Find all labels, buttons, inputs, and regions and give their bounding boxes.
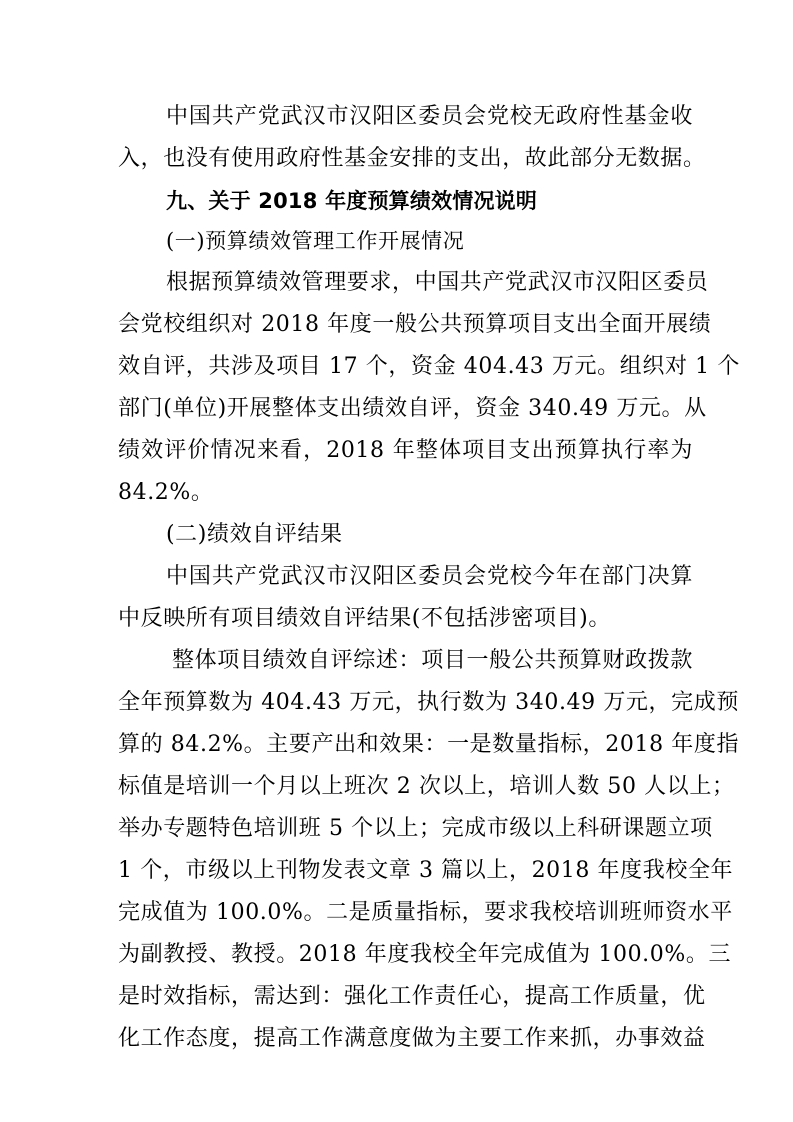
paragraph-line: 根据预算绩效管理要求，中国共产党武汉市汉阳区委员 <box>166 270 709 295</box>
paragraph-line: 化工作态度，提高工作满意度做为主要工作来抓，办事效益 <box>118 1026 706 1051</box>
paragraph-line: 标值是培训一个月以上班次 2 次以上，培训人数 50 人以上； <box>118 774 735 799</box>
subsection-heading: (二)绩效自评结果 <box>166 522 343 547</box>
paragraph-line: 部门(单位)开展整体支出绩效自评，资金 340.49 万元。从 <box>118 396 707 421</box>
paragraph-line: 举办专题特色培训班 5 个以上；完成市级以上科研课题立项 <box>118 816 713 841</box>
section-heading: 九、关于 2018 年度预算绩效情况说明 <box>166 189 538 213</box>
paragraph-line: 中反映所有项目绩效自评结果(不包括涉密项目)。 <box>118 606 611 631</box>
paragraph-line: 全年预算数为 404.43 万元，执行数为 340.49 万元，完成预 <box>118 690 739 715</box>
paragraph-line: 绩效评价情况来看，2018 年整体项目支出预算执行率为 <box>118 438 693 463</box>
paragraph-line: 整体项目绩效自评综述：项目一般公共预算财政拨款 <box>172 648 693 673</box>
paragraph-line: 中国共产党武汉市汉阳区委员会党校今年在部门决算 <box>166 564 693 589</box>
paragraph-line: 会党校组织对 2018 年度一般公共预算项目支出全面开展绩 <box>118 312 712 337</box>
paragraph-line: 中国共产党武汉市汉阳区委员会党校无政府性基金收 <box>166 104 693 129</box>
subsection-heading: (一)预算绩效管理工作开展情况 <box>166 229 465 253</box>
paragraph-line: 84.2%。 <box>118 480 214 505</box>
paragraph-line: 为副教授、教授。2018 年度我校全年完成值为 100.0%。三 <box>118 942 732 967</box>
paragraph-line: 完成值为 100.0%。二是质量指标，要求我校培训班师资水平 <box>118 900 733 925</box>
paragraph-line: 是时效指标，需达到：强化工作责任心，提高工作质量，优 <box>118 984 706 1009</box>
paragraph-line: 入，也没有使用政府性基金安排的支出，故此部分无数据。 <box>118 146 706 171</box>
paragraph-line: 效自评，共涉及项目 17 个，资金 404.43 万元。组织对 1 个 <box>118 354 740 379</box>
paragraph-line: 1 个，市级以上刊物发表文章 3 篇以上，2018 年度我校全年 <box>118 858 734 883</box>
paragraph-line: 算的 84.2%。主要产出和效果：一是数量指标，2018 年度指 <box>118 732 740 757</box>
